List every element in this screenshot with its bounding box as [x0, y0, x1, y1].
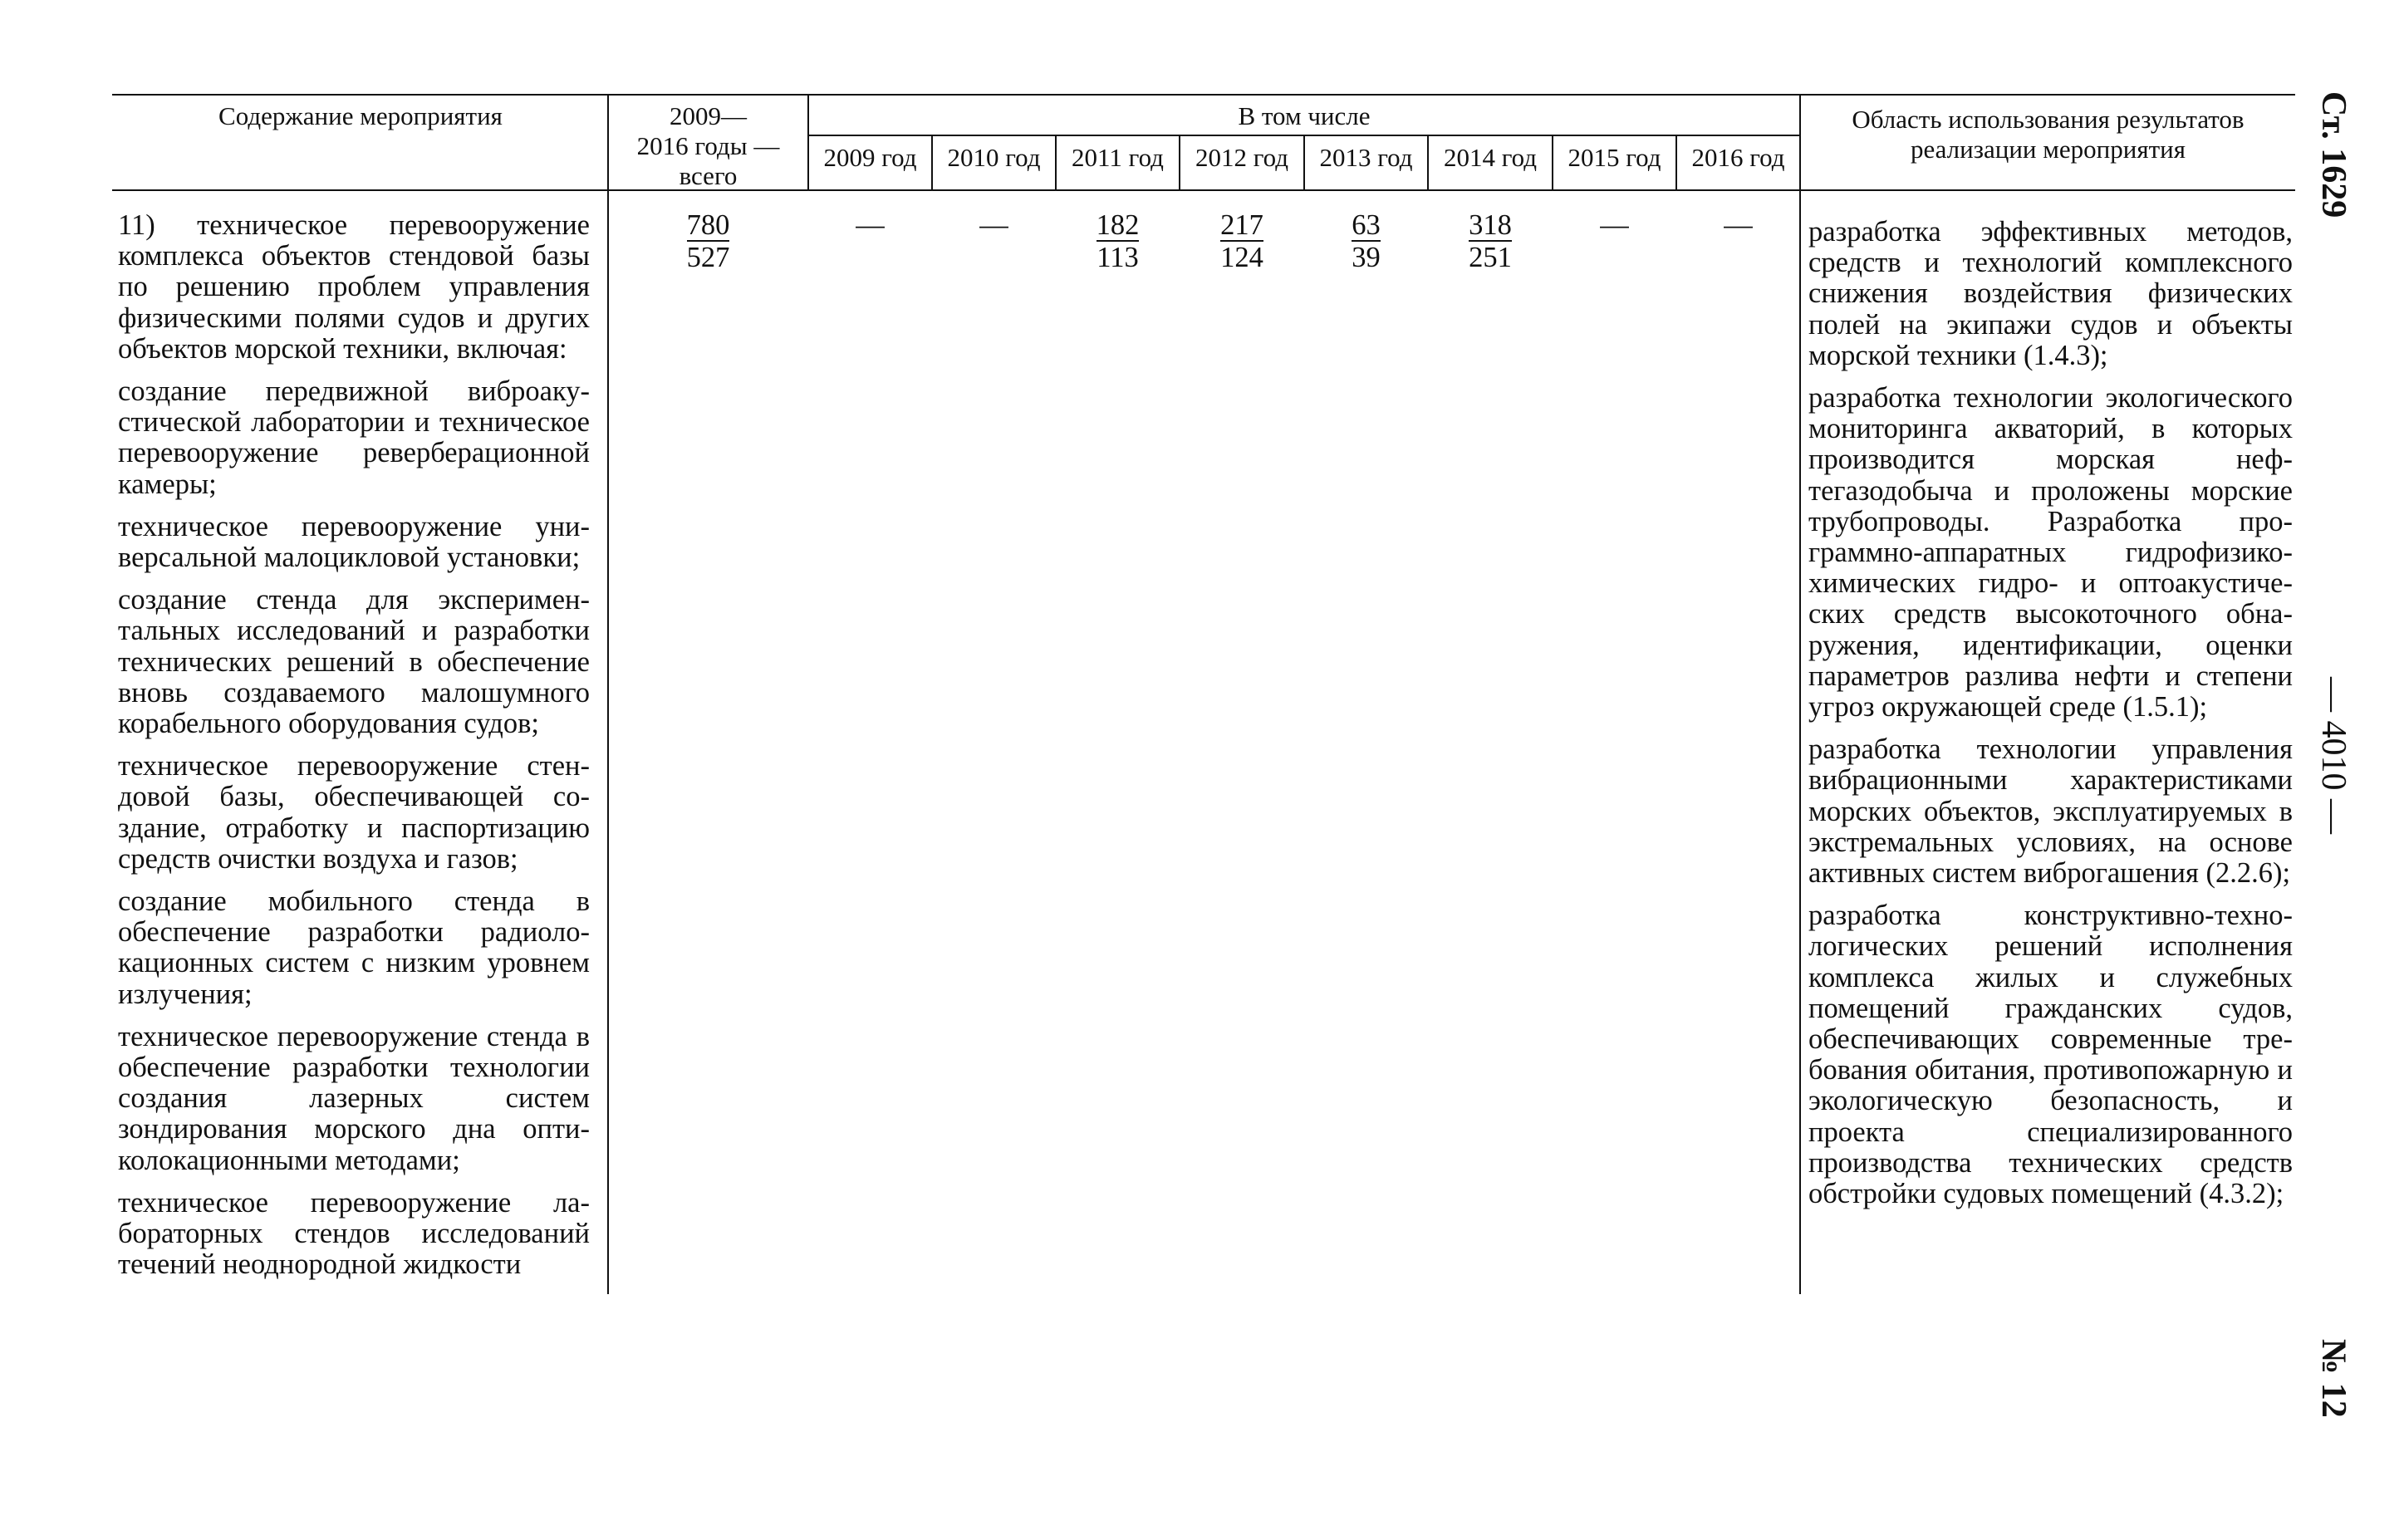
value-2011-top: 182 — [1096, 209, 1140, 241]
header-year-2016: 2016 год — [1691, 143, 1785, 172]
header-total-line-3: всего — [679, 161, 738, 190]
content-paragraph-4: создание стенда для экспериментальных исследований и разработки технических решений в обеспечение вновь создаваемого малошумного корабельного оборудования судов; — [118, 584, 590, 740]
header-year-2010: 2010 год — [947, 143, 1041, 172]
header-year-2012: 2012 год — [1195, 143, 1289, 172]
value-2014-top: 318 — [1469, 209, 1512, 241]
side-issue-number: № 12 — [2314, 1339, 2352, 1418]
value-2013-bottom: 39 — [1352, 242, 1381, 273]
value-2013-top: 63 — [1352, 209, 1381, 241]
usage-paragraph-3: разработка технологии управления вибрационными характеристиками морских объектов, эксплуатируемых в экстремальных условиях, на основе активных систем виброгашения (2.2.6); — [1808, 733, 2293, 890]
header-including-label: В том числе — [1238, 101, 1371, 130]
value-2009: — — [856, 209, 885, 241]
table-top-rule — [112, 94, 2295, 96]
side-page-number: — 4010 — — [2314, 677, 2352, 834]
usage-paragraph-1: разработка эффективных методов, средств и технологий комплексного снижения воздействия физических полей на экипажи судов и объекты морской техники (1.4.3); — [1808, 216, 2293, 371]
header-bottom-rule — [112, 189, 2295, 191]
header-usage-col — [1801, 105, 2295, 164]
total-top-value: 780 — [686, 209, 730, 241]
header-total-line-2: 2016 годы — — [636, 131, 780, 160]
value-2010: — — [979, 209, 1008, 241]
usage-column — [1808, 217, 2293, 1221]
usage-paragraph-2: разработка технологии экологического мониторинга акваторий, в которых производится морская нефтегазодобыча и проложены морские трубопроводы. Разработка программно-аппаратных гидрофизикохимических гидро- и оптоакустических средств высокоточного обнаружения, идентификации, оценки параметров разлива нефти и степени угроз окружающей среде (1.5.1); — [1808, 382, 2293, 723]
header-content-col — [114, 101, 607, 131]
side-article-number: Ст. 1629 — [2314, 91, 2352, 218]
value-2012-bottom: 124 — [1220, 242, 1263, 273]
header-year-2015: 2015 год — [1568, 143, 1661, 172]
total-bottom-value: 527 — [686, 242, 730, 273]
header-year-2011: 2011 год — [1072, 143, 1164, 172]
value-2015: — — [1600, 209, 1629, 241]
value-2014-bottom: 251 — [1469, 242, 1512, 273]
content-paragraph-1: 11) техническое перевооружение комплекса объектов стендовой базы по решению проблем управления физическими полями судов и других объектов морской техники, включая: — [118, 209, 590, 365]
usage-paragraph-4: разработка конструктивно-технологических решений исполнения комплекса жилых и служебных помещений гражданских судов, обеспечивающих современные требования обитания, противопожарную и экологическую безопасность, и проекта специализированного производства технических средств обстройки судовых помещений (4.3.2); — [1808, 900, 2293, 1210]
header-including — [809, 101, 1799, 131]
value-2012-top: 217 — [1220, 209, 1263, 241]
value-2011-bottom: 113 — [1097, 242, 1139, 273]
value-2016: — — [1724, 209, 1753, 241]
fraction-2012 — [1180, 210, 1303, 273]
header-year-2014: 2014 год — [1443, 143, 1538, 172]
content-column — [118, 210, 590, 1292]
content-paragraph-7: техническое перевооружение стенда в обеспечение разработки технологии создания лазерных систем зондирования морского дна оптиколокационными методами; — [118, 1020, 590, 1176]
col-divider-content — [607, 94, 609, 1294]
total-fraction — [609, 210, 807, 273]
header-total-col — [609, 101, 807, 191]
header-usage-line-1: Область использования результатов — [1852, 105, 2245, 134]
fraction-2014 — [1429, 210, 1552, 273]
content-paragraph-2: создание передвижной виброакустической лаборатории и техническое перевооружение реверберационной камеры; — [118, 375, 590, 500]
col-divider-usage — [1799, 94, 1801, 1294]
header-total-line-1: 2009— — [670, 101, 747, 130]
header-year-2013: 2013 год — [1319, 143, 1413, 172]
header-usage-line-2: реализации мероприятия — [1911, 135, 2186, 164]
header-content-label: Содержание мероприятия — [218, 101, 503, 130]
content-paragraph-6: создание мобильного стенда в обеспечение разработки радиолокационных систем с низким уровнем излучения; — [118, 885, 590, 1010]
fraction-2011 — [1057, 210, 1179, 273]
content-paragraph-5: техническое перевооружение стендовой базы, обеспечивающей создание, отработку и паспортизацию средств очистки воздуха и газов; — [118, 750, 590, 875]
content-paragraph-8: техническое перевооружение лабораторных стендов исследований течений неоднородной жидкости — [118, 1186, 590, 1281]
content-paragraph-3: техническое перевооружение универсальной малоцикловой установки; — [118, 510, 590, 574]
header-year-2009: 2009 год — [823, 143, 917, 172]
fraction-2013 — [1305, 210, 1427, 273]
